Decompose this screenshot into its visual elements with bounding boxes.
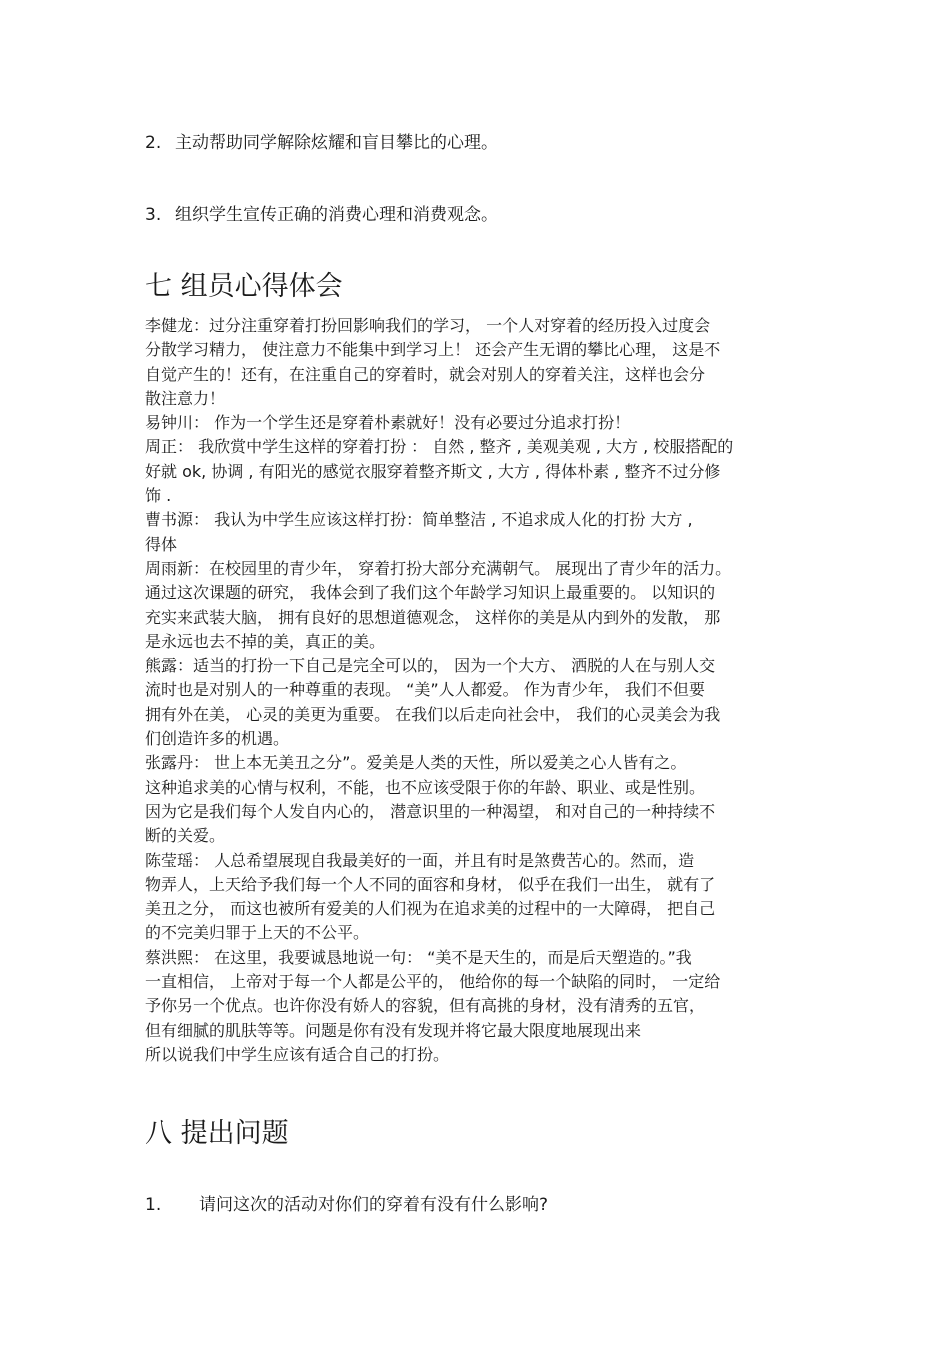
text-line: 们创造许多的机遇。 <box>145 729 290 749</box>
text-line: 易钟川： 作为一个学生还是穿着朴素就好！没有必要过分追求打扮！ <box>145 413 631 433</box>
text-line: 好就 ok, 协调 , 有阳光的感觉衣服穿着整齐斯文 , 大方 , 得体朴素 , 整齐不过分修 <box>145 461 721 481</box>
text-line: 但有细腻的肌肤等等。问题是你有没有发现并将它最大限度地展现出来 <box>145 1020 642 1040</box>
text-line: 曹书源： 我认为中学生应该这样打扮：简单整洁 , 不追求成人化的打扮 大方 , <box>145 510 693 530</box>
text-line: 拥有外在美， 心灵的美更为重要。 在我们以后走向社会中， 我们的心灵美会为我 <box>145 704 721 724</box>
text-line: 李健龙：过分注重穿着打扮回影响我们的学习， 一个人对穿着的经历投入过度会 <box>145 316 711 335</box>
section-8-heading: 八 提出问题 <box>145 1118 289 1149</box>
question-number: 1. <box>145 1195 162 1215</box>
text-line: 熊露：适当的打扮一下自己是完全可以的， 因为一个大方、 洒脱的人在与别人交 <box>145 656 716 676</box>
question-item-1 <box>145 1193 548 1217</box>
text-line: 得体 <box>145 534 178 554</box>
text-line: 的不完美归罪于上天的不公平。 <box>145 923 370 943</box>
text-line: 美丑之分， 而这也被所有爱美的人们视为在追求美的过程中的一大障碍， 把自己 <box>145 899 716 919</box>
list-item-text: 组织学生宣传正确的消费心理和消费观念。 <box>175 205 498 225</box>
text-line: 这种追求美的心情与权利，不能，也不应该受限于你的年龄、职业、或是性别。 <box>145 777 706 797</box>
text-line: 张露丹： 世上本无美丑之分”。爱美是人类的天性，所以爱美之心人皆有之。 <box>145 753 687 773</box>
text-line: 一直相信， 上帝对于每一个人都是公平的， 他给你的每一个缺陷的同时， 一定给 <box>145 972 721 992</box>
text-line: 自觉产生的！还有，在注重自己的穿着时，就会对别人的穿着关注，这样也会分 <box>145 364 706 384</box>
text-line: 物弄人，上天给予我们每一个人不同的面容和身材， 似乎在我们一出生， 就有了 <box>145 874 716 894</box>
text-line: 分散学习精力， 使注意力不能集中到学习上！ 还会产生无谓的攀比心理， 这是不 <box>145 340 721 360</box>
section-7-heading: 七 组员心得体会 <box>145 271 343 302</box>
text-line: 所以说我们中学生应该有适合自己的打扮。 <box>145 1044 450 1064</box>
text-line: 散注意力！ <box>145 388 226 408</box>
member-reflections <box>145 314 815 1067</box>
text-line: 断的关爱。 <box>145 826 226 846</box>
list-item-3 <box>145 203 498 227</box>
text-line: 周雨新：在校园里的青少年， 穿着打扮大部分充满朝气。 展现出了青少年的活力。 <box>145 558 732 578</box>
text-line: 陈莹瑶： 人总希望展现自我最美好的一面，并且有时是煞费苦心的。然而，造 <box>145 850 695 870</box>
list-item-number: 3. <box>145 205 162 225</box>
text-line: 因为它是我们每个人发自内心的， 潜意识里的一种渴望， 和对自己的一种持续不 <box>145 801 716 821</box>
list-item-2 <box>145 131 498 155</box>
list-item-number: 2. <box>145 133 162 153</box>
text-line: 是永远也去不掉的美，真正的美。 <box>145 631 386 651</box>
text-line: 通过这次课题的研究， 我体会到了我们这个年龄学习知识上最重要的。 以知识的 <box>145 583 716 603</box>
list-item-text: 主动帮助同学解除炫耀和盲目攀比的心理。 <box>175 133 498 153</box>
text-line: 流时也是对别人的一种尊重的表现。 “美”人人都爱。 作为青少年， 我们不但要 <box>145 680 705 700</box>
text-line: 予你另一个优点。也许你没有娇人的容貌，但有高挑的身材，没有清秀的五官， <box>145 996 706 1016</box>
question-text: 请问这次的活动对你们的穿着有没有什么影响? <box>199 1195 549 1215</box>
text-line: 充实来武装大脑， 拥有良好的思想道德观念， 这样你的美是从内到外的发散， 那 <box>145 607 721 627</box>
text-line: 蔡洪熙： 在这里，我要诚恳地说一句： “美不是天生的，而是后天塑造的。”我 <box>145 947 692 967</box>
text-line: 周正： 我欣赏中学生这样的穿着打扮 ： 自然 , 整齐 , 美观美观 , 大方 , 校服搭配的 <box>145 437 734 457</box>
text-line: 饰 . <box>145 486 172 506</box>
